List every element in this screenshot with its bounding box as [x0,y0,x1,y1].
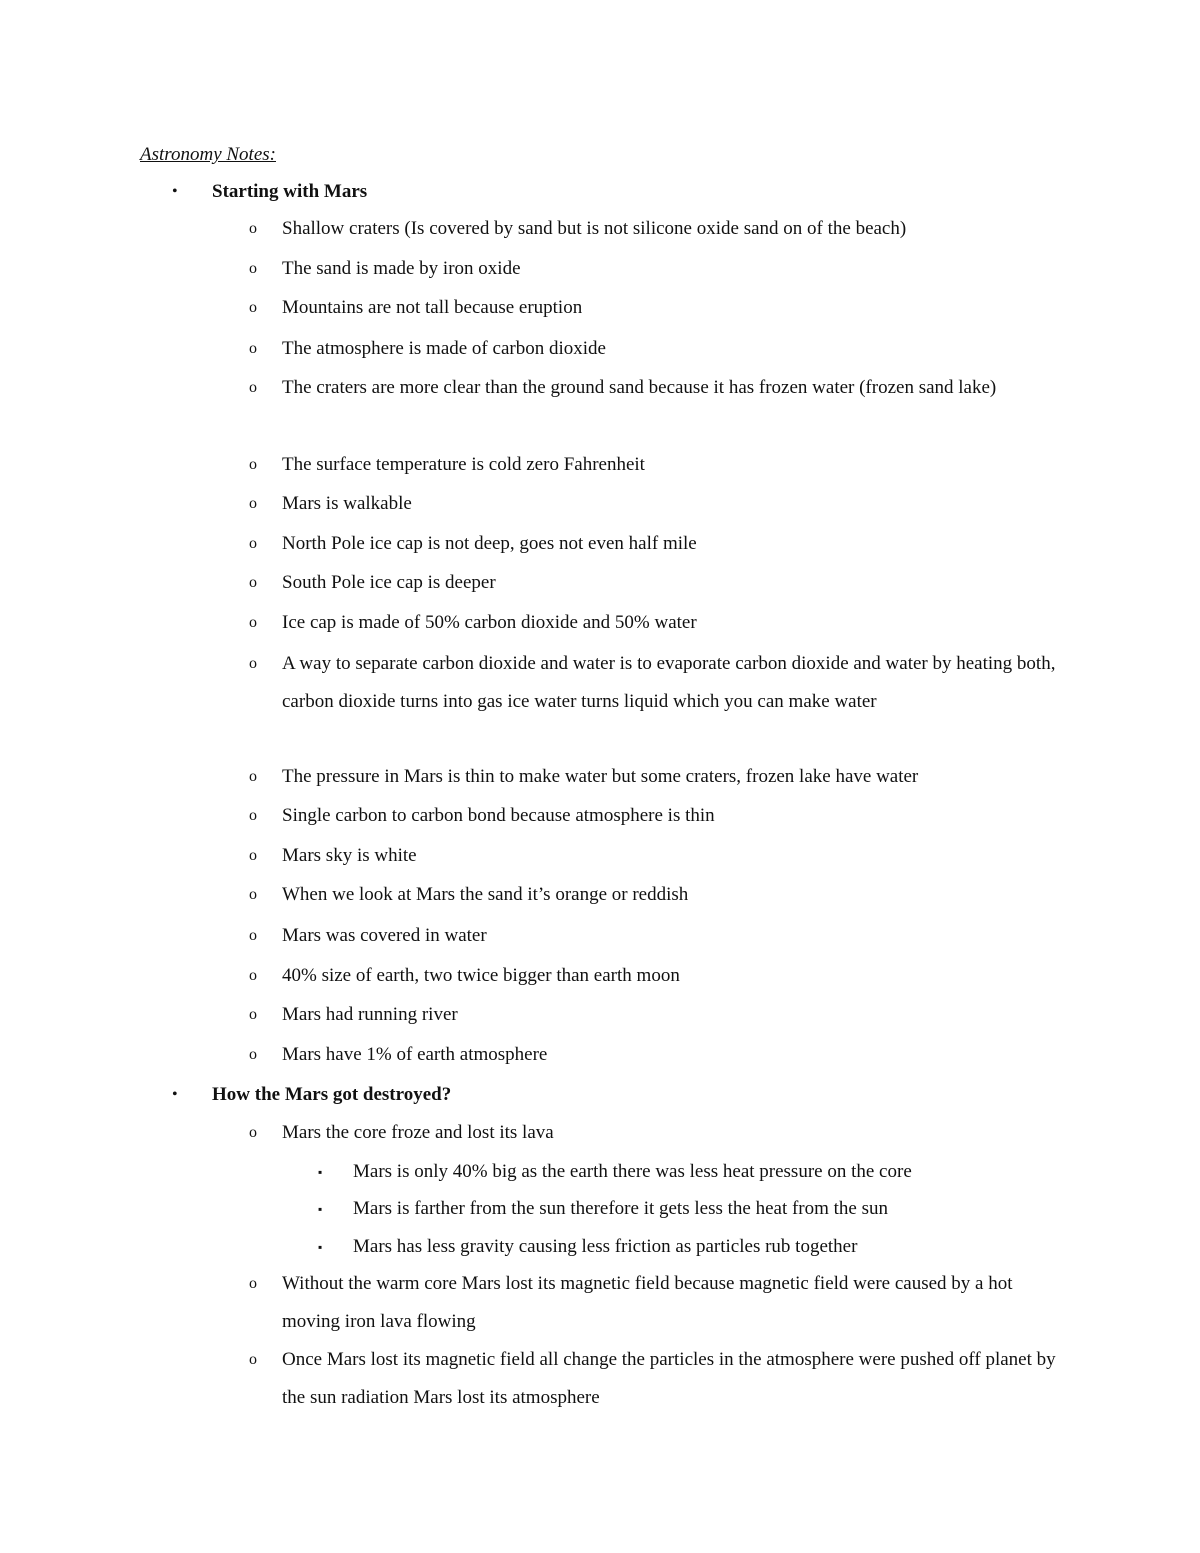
hollow-o-bullet-icon: o [249,967,257,984]
list-item [249,446,1057,484]
hollow-o-bullet-icon: o [249,574,257,591]
solid-dot-bullet-icon: • [172,183,178,200]
hollow-o-bullet-icon: o [249,456,257,473]
list-item [249,210,1057,248]
hollow-o-bullet-icon: o [249,1275,257,1292]
list-item [249,758,1057,796]
list-item [249,1265,1057,1341]
list-item [249,564,1057,602]
hollow-o-bullet-icon: o [249,379,257,396]
list-item-text: Without the warm core Mars lost its magnetic field because magnetic field were caused by a hot moving iron lava flowing [282,1273,1013,1332]
sub-list-item [318,1190,1053,1228]
list-item [249,876,1057,914]
section-heading-text: How the Mars got destroyed? [212,1084,452,1105]
hollow-o-bullet-icon: o [249,340,257,357]
list-item [249,996,1057,1034]
list-item-text: Shallow craters (Is covered by sand but is not silicone oxide sand on of the beach) [282,218,907,239]
list-item-text: The craters are more clear than the ground sand because it has frozen water (frozen sand lake) [282,377,997,398]
list-item [249,957,1057,995]
hollow-o-bullet-icon: o [249,495,257,512]
list-item-text: When we look at Mars the sand it’s orange or reddish [282,884,689,905]
list-item-text: Mars the core froze and lost its lava [282,1122,554,1143]
list-item [249,289,1057,327]
square-bullet-icon: ▪ [318,1240,323,1254]
list-item [249,369,1057,407]
list-item-text: The pressure in Mars is thin to make water but some craters, frozen lake have water [282,766,919,787]
sub-list-item-text: Mars is farther from the sun therefore it gets less the heat from the sun [353,1198,889,1219]
hollow-o-bullet-icon: o [249,220,257,237]
hollow-o-bullet-icon: o [249,299,257,316]
list-item-text: 40% size of earth, two twice bigger than earth moon [282,965,680,986]
list-item [249,645,1057,721]
hollow-o-bullet-icon: o [249,260,257,277]
square-bullet-icon: ▪ [318,1202,323,1216]
sub-list-item [318,1153,1053,1191]
sub-list-item-text: Mars is only 40% big as the earth there was less heat pressure on the core [353,1161,912,1182]
list-item [249,1036,1057,1074]
section-heading-mars [172,173,1052,211]
list-item [249,1341,1057,1417]
list-item [249,525,1057,563]
list-item-text: South Pole ice cap is deeper [282,572,496,593]
list-item-text: The surface temperature is cold zero Fahrenheit [282,454,645,475]
hollow-o-bullet-icon: o [249,768,257,785]
hollow-o-bullet-icon: o [249,886,257,903]
section-heading-destroyed [172,1076,1052,1114]
section-heading-text: Starting with Mars [212,181,368,202]
list-item [249,917,1057,955]
hollow-o-bullet-icon: o [249,614,257,631]
sub-list-item [318,1228,1053,1266]
solid-dot-bullet-icon: • [172,1086,178,1103]
list-item-text: North Pole ice cap is not deep, goes not even half mile [282,533,697,554]
hollow-o-bullet-icon: o [249,807,257,824]
list-item-text: Once Mars lost its magnetic field all change the particles in the atmosphere were pushed off planet by the sun radiation Mars lost its atmosphere [282,1349,1056,1408]
list-item [249,837,1057,875]
list-item [249,1114,1057,1152]
list-item [249,604,1057,642]
hollow-o-bullet-icon: o [249,1124,257,1141]
list-item-text: Ice cap is made of 50% carbon dioxide and 50% water [282,612,697,633]
list-item [249,485,1057,523]
list-item [249,330,1057,368]
list-item-text: The atmosphere is made of carbon dioxide [282,338,606,359]
hollow-o-bullet-icon: o [249,847,257,864]
list-item-text: Mars have 1% of earth atmosphere [282,1044,548,1065]
square-bullet-icon: ▪ [318,1165,323,1179]
hollow-o-bullet-icon: o [249,927,257,944]
list-item-text: A way to separate carbon dioxide and water is to evaporate carbon dioxide and water by heating both, carbon dioxide turns into gas ice water turns liquid which you can make water [282,653,1056,712]
list-item-text: Single carbon to carbon bond because atmosphere is thin [282,805,715,826]
list-item-text: Mars sky is white [282,845,417,866]
page-title: Astronomy Notes: [140,144,276,165]
hollow-o-bullet-icon: o [249,1351,257,1368]
list-item [249,797,1057,835]
list-item-text: Mars had running river [282,1004,458,1025]
list-item-text: Mars is walkable [282,493,412,514]
hollow-o-bullet-icon: o [249,1046,257,1063]
list-item-text: Mars was covered in water [282,925,487,946]
list-item [249,250,1057,288]
list-item-text: The sand is made by iron oxide [282,258,521,279]
hollow-o-bullet-icon: o [249,655,257,672]
list-item-text: Mountains are not tall because eruption [282,297,583,318]
sub-list-item-text: Mars has less gravity causing less friction as particles rub together [353,1236,858,1257]
hollow-o-bullet-icon: o [249,535,257,552]
hollow-o-bullet-icon: o [249,1006,257,1023]
